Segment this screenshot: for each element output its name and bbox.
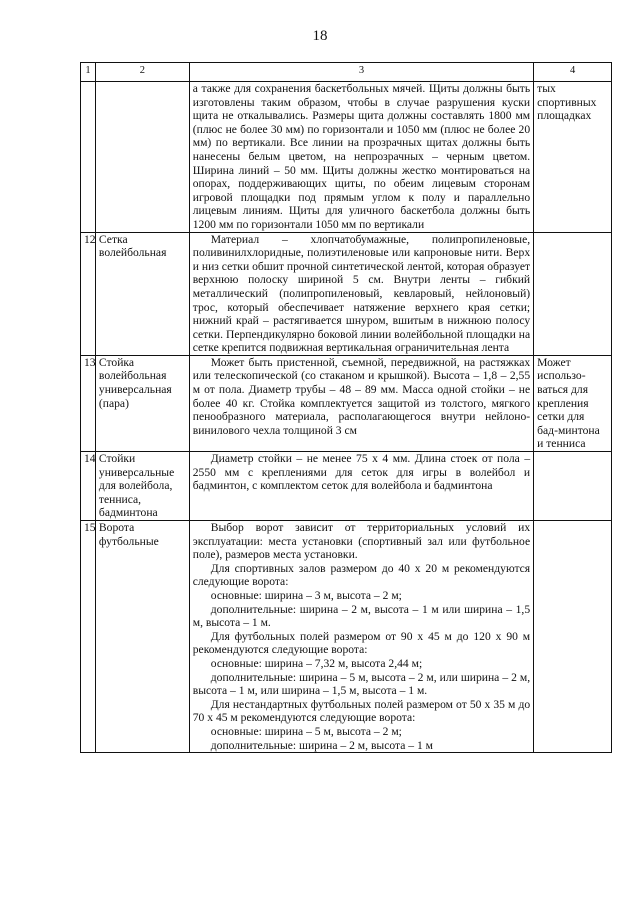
equipment-note [534, 452, 612, 521]
header-cell-4: 4 [534, 63, 612, 82]
equipment-name: Сетка волейбольная [95, 232, 189, 355]
equipment-table [80, 62, 612, 753]
description-paragraph: основные: ширина – 5 м, высота – 2 м; [210, 724, 402, 738]
equipment-description [189, 355, 533, 451]
description-paragraph: дополнительные: ширина – 5 м, высота – 2 м, или ширина – 2 м, высота – 1 м, или ширина – 1,5 м, высота – 1 м. [192, 670, 531, 698]
description-paragraph: Для спортивных залов размером до 40 х 20 м рекомендуются следующие ворота: [192, 561, 531, 589]
header-cell-1: 1 [81, 63, 96, 82]
description-paragraph: Диаметр стойки – не менее 75 х 4 мм. Длина стоек от пола – 2550 мм с креплениями для сеток для игры в волейбол и бадминтон, с комплектом сеток для волейбола и бадминтона [192, 452, 531, 493]
page-number: 18 [312, 28, 328, 44]
equipment-name: Стойка волейбольная универсальная (пара) [95, 355, 189, 451]
table-row [81, 452, 612, 521]
description-paragraph: Для футбольных полей размером от 90 х 45 м до 120 х 90 м рекомендуются следующие ворота: [192, 629, 531, 657]
row-number: 15 [81, 521, 96, 753]
description-paragraph: дополнительные: ширина – 2 м, высота – 1 м или ширина – 1,5 м, высота – 1 м. [192, 602, 531, 630]
equipment-note: тых спортивных площадках [534, 82, 612, 233]
description-paragraph: а также для сохранения баскетбольных мячей. Щиты должны быть изготовлены таким образом, чтобы в случае разрушения куски щита не откалывались. Размеры щита должны составлять 1800 мм (плюс не более 30 мм) по горизонтали и 1050 мм (плюс не более 20 мм) по вертикали. Все линии на прозрачных щитах должны быть нанесены белым цветом, на непрозрачных – черным цветом. Ширина линий – 50 мм. Щиты должны жестко монтироваться на опорах, поддерживающих щиты, по обеим лицевым сторонам игровой площадки под прямым углом к полу и параллельно лицевым линиям. Щиты для уличного баскетбола должны быть 1200 мм по горизонтали 1050 мм по вертикали [192, 82, 531, 231]
row-number: 13 [81, 355, 96, 451]
table-row [81, 82, 612, 233]
description-paragraph: Может быть пристенной, съемной, передвижной, на растяжках или телескопической (со стаканом и крышкой). Высота – 1,8 – 2,55 м от пола. Диаметр трубы – 48 – 89 мм. Масса одной стойки – не более 40 кг. Стойка комплектуется защитой из толстого, мягкого пенообразного материала, располагающегося внутри нейлоно-винилового чехла толщиной 3 см [192, 355, 531, 437]
description-paragraph: основные: ширина – 7,32 м, высота 2,44 м; [210, 656, 423, 670]
description-paragraph: основные: ширина – 3 м, высота – 2 м; [210, 588, 402, 602]
table-row [81, 355, 612, 451]
equipment-name: Стойки универсальные для волейбола, тенниса, бадминтона [95, 452, 189, 521]
table-row [81, 232, 612, 355]
equipment-description [189, 82, 533, 233]
header-cell-3: 3 [189, 63, 533, 82]
table-row [81, 521, 612, 753]
table-header-row [81, 63, 612, 82]
row-number: 12 [81, 232, 96, 355]
description-paragraph: Для нестандартных футбольных полей размером от 50 х 35 м до 70 х 45 м рекомендуются следующие ворота: [192, 697, 531, 725]
description-paragraph: Материал – хлопчатобумажные, полипропиленовые, поливинилхлоридные, полиэтиленовые или капроновые нити. Верх и низ сетки обшит прочной синтетической лентой, которая образует верхнюю полоску шириной 5 см. Внутри ленты – гибкий металлический (полипропиленовый, кевларовый, нейлоновый) трос, который обеспечивает натяжение верхнего края сетки; нижний край – растягивается шнуром, вшитым в нижнюю полосу сетки. Перпендикулярно боковой линии волейбольной площадки на сетке крепится подвижная вертикальная ограничительная лента [192, 232, 531, 355]
equipment-name [95, 82, 189, 233]
table-body [81, 82, 612, 753]
equipment-description [189, 452, 533, 521]
equipment-note: Может использо-ваться для крепления сетки для бад-минтона и тенниса [534, 355, 612, 451]
equipment-note [534, 521, 612, 753]
description-paragraph: Выбор ворот зависит от территориальных условий их эксплуатации: места установки (спортивный зал или футбольное поле), размеров места установки. [192, 521, 531, 562]
row-number: 14 [81, 452, 96, 521]
header-cell-2: 2 [95, 63, 189, 82]
row-number [81, 82, 96, 233]
equipment-note [534, 232, 612, 355]
equipment-name: Ворота футбольные [95, 521, 189, 753]
equipment-description [189, 521, 533, 753]
equipment-description [189, 232, 533, 355]
description-paragraph: дополнительные: ширина – 2 м, высота – 1 м [210, 738, 433, 752]
